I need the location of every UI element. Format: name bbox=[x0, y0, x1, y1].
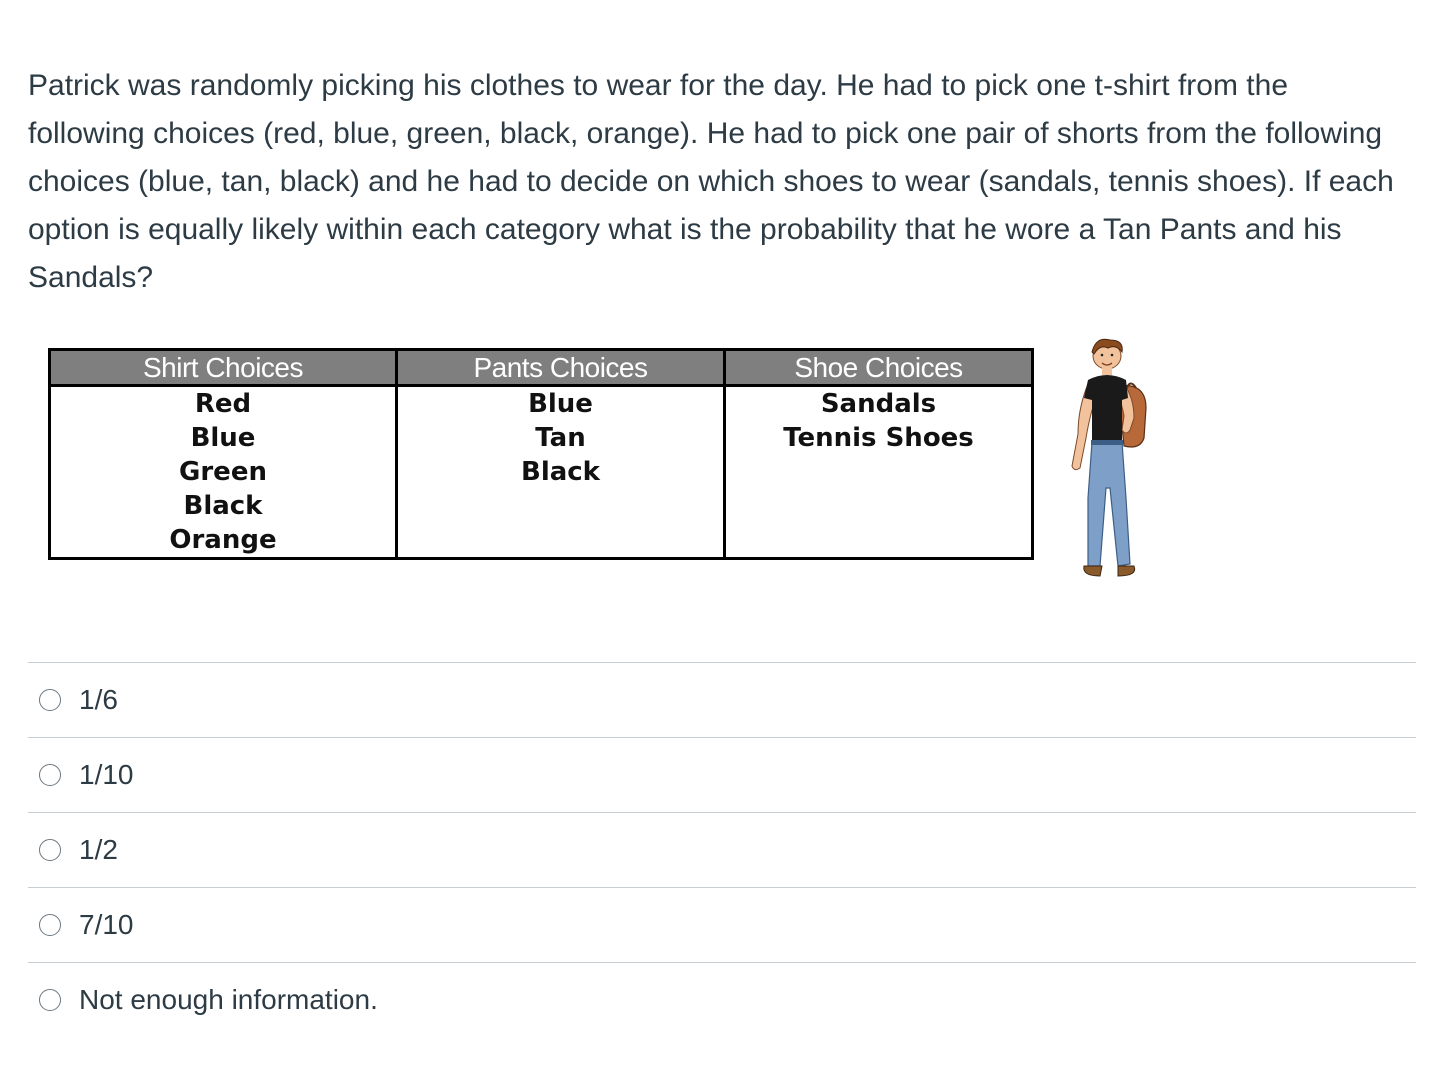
pants-choices-header: Pants Choices bbox=[398, 351, 723, 387]
answer-option[interactable] bbox=[28, 662, 1416, 737]
question-figure bbox=[48, 338, 1158, 583]
shirt-choice-item: Black bbox=[183, 491, 263, 521]
shoe-choice-item: Sandals bbox=[820, 389, 937, 419]
shirt-choices-column bbox=[51, 351, 395, 557]
radio-button[interactable] bbox=[39, 989, 61, 1011]
radio-button[interactable] bbox=[39, 914, 61, 936]
radio-button[interactable] bbox=[39, 689, 61, 711]
answer-label[interactable]: 7/10 bbox=[79, 909, 134, 940]
answer-option[interactable] bbox=[28, 812, 1416, 887]
shoe-choices-header: Shoe Choices bbox=[726, 351, 1031, 387]
answer-option[interactable] bbox=[28, 887, 1416, 962]
shirt-choice-item: Red bbox=[194, 389, 252, 419]
answer-label[interactable]: Not enough information. bbox=[79, 984, 378, 1015]
shirt-choices-header: Shirt Choices bbox=[51, 351, 395, 387]
pants-choice-item: Black bbox=[521, 457, 600, 487]
clothing-choices-table bbox=[48, 348, 1034, 560]
radio-button[interactable] bbox=[39, 839, 61, 861]
answer-choices bbox=[28, 662, 1416, 1037]
pants-choice-item: Tan bbox=[535, 423, 586, 453]
pants-choice-item: Blue bbox=[528, 389, 593, 419]
answer-option[interactable] bbox=[28, 737, 1416, 812]
radio-button[interactable] bbox=[39, 764, 61, 786]
shirt-choice-item: Orange bbox=[169, 525, 277, 555]
pants-choices-column bbox=[395, 351, 723, 557]
question-text: Patrick was randomly picking his clothes to wear for the day. He had to pick one t-shirt from the following choices (red, blue, green, black, orange). He had to pick one pair of shorts from the following choices (blue, tan, black) and he had to decide on which shoes to wear (sandals, tennis shoes). If each option is equally likely within each category what is the probability that he wore a Tan Pants and his Sandals? bbox=[28, 69, 1394, 294]
shirt-choice-item: Blue bbox=[190, 423, 256, 453]
shoe-choices-column bbox=[723, 351, 1031, 557]
boy-with-backpack-illustration bbox=[1060, 338, 1160, 583]
shoe-choice-item: Tennis Shoes bbox=[783, 423, 974, 453]
answer-label[interactable]: 1/6 bbox=[79, 684, 118, 715]
answer-label[interactable]: 1/10 bbox=[79, 759, 134, 790]
answer-option[interactable] bbox=[28, 962, 1416, 1037]
answer-label[interactable]: 1/2 bbox=[79, 834, 118, 865]
shirt-choice-item: Green bbox=[179, 457, 267, 487]
